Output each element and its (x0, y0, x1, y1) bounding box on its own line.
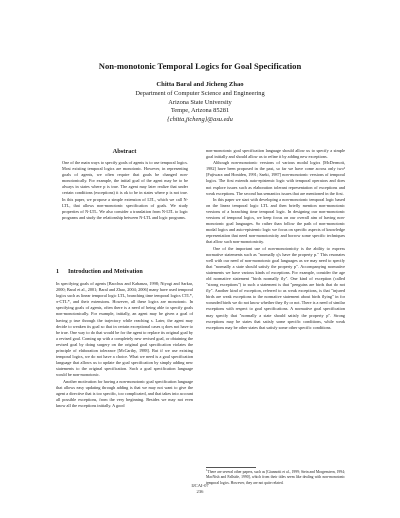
affiliation-university: Arizona State University (168, 98, 232, 106)
paper-title: Non-monotonic Temporal Logics for Goal Specification (98, 61, 302, 71)
footnote-divider (206, 467, 256, 468)
paragraph: Another motivation for having a non-monotonic goal specification language that allows easy updating through adding is that we may not want to give the agent a directive that is too specific, too complicated, and that takes into account all possible exceptions, from the very beginning. Besides we may not even know all the exceptions initially. A good (56, 378, 194, 408)
paragraph: In this paper we start with developing a non-monotonic temporal logic based on the linear temporal logic LTL and then briefly mention non-monotonic versions of a branching time temporal logic. In designing our non-monotonic versions of temporal logics, we keep focus on our overall aim of having non-monotonic goal languages. So rather than follow the path of non-monotonic modal logics and auto-epistemic logic we focus on specific aspects of knowledge representation that need non-monotonicity and borrow some specific techniques that allow such non-monotonicity. (206, 196, 345, 245)
left-column-body (56, 281, 193, 409)
affiliation-city: Tempe, Arizona 85281 (170, 107, 230, 115)
paragraph: Although non-monotonic versions of various modal logics [McDermott, 1982] have been proposed in the past, so far we have come across only two¹ [Fujiwara and Honiden, 1991; Saeki, 1987] non-monotonic versions of temporal logics. The first extends auto-epistemic logic with temporal operators and does not explore issues such as elaboration tolerant representation of exceptions and weak exceptions. The second has semantics issues that are mentioned in the first. (206, 160, 345, 196)
paragraph: In specifying goals of agents [Bacchus and Kabanza, 1998; Niyogi and Sarkar, 2000; Baral et al., 2001; Baral and Zhao, 2004; 2006] many have used temporal logics such as linear temporal logic LTL, branching time temporal logics CTL*, π-CTL*, and their extensions. However, all these logics are monotonic. In specifying goals of agents, often there is a need of being able to specify goals non-monotonically. For example, initially, an agent may be given a goal of having p true through the trajectory while reaching s. Later, the agent may decide to weaken its goal so that in certain exceptional cases q does not have to be true. One way to do that would be for the agent to replace its original goal by a revised goal. Coming up with a completely new revised goal, or obtaining the revised goal by doing surgery on the original goal specification violates the principle of elaboration tolerance [McCarthy, 1988]. But if we use existing temporal logics, we do not have a choice. What we need is a goal specification language that allows us to update the goal specification by simply adding new statements to the original specification. Such a goal specification language would be non-monotonic. (56, 281, 193, 378)
page-footer (0, 483, 400, 495)
paragraph: One of the important use of non-monotonicity is the ability to express normative statements such as "normally q's have the property p." This resonates well with our need of non-monotonic goal languages as we may need to specify that "normally a state should satisfy the property p". Accompanying normative statements we have various kinds of exceptions. For example, consider the age old normative statement "birds normally fly". One kind of exception (called "strong exceptions") to such a statement is that "penguins are birds that do not fly". Another kind of exception, referred to as weak exceptions, is that "injured birds are weak exceptions to the normative statement about birds flying" in for wounded birds we do not know whether they fly or not. There is a need of similar exceptions with respect to goal specifications. A normative goal specification may specify that "normally a state should satisfy the property p". Strong exceptions may be states that satisfy some specific conditions, while weak exceptions may be other states that satisfy some other specific conditions. (206, 245, 345, 330)
venue-label: IJCAI-07 (191, 483, 209, 488)
abstract-heading: Abstract (112, 148, 137, 155)
footnote-mark: 1 (206, 468, 208, 472)
section-number: 1 (56, 269, 60, 275)
paper-authors: Chitta Baral and Jicheng Zhao (156, 81, 244, 88)
affiliation-department: Department of Computer Science and Engineering (135, 90, 265, 97)
abstract-text: One of the main ways to specify goals of agents is to use temporal logics. Most existing temporal logics are monotonic. However, in representing goals of agents, we often require that goals be changed non-monotonically. For example, the initial goal of the agent may be to be always in states where p is true. The agent may later realize that under certain conditions (exceptions) it is ok to be in states where p is not true. In this paper, we propose a simple extension of LTL, which we call N-LTL, that allows non-monotonic specification of goals. We study properties of N-LTL. We also consider a translation from N-LTL to logic programs and study the relationship between N-LTL and logic programs. (62, 160, 188, 220)
author-affiliation (0, 90, 400, 125)
section-heading (56, 268, 193, 276)
section-title: Introduction and Motivation (68, 269, 143, 275)
right-column-body (206, 148, 345, 331)
footnote-text: There are several other papers, such as [Giunnotti et al., 1999; Stein and Morgenstern, 1994; MacNish and Fallside, 1990], which from their titles seem like dealing with non-monotonic temporal logics. However, they are not quite related. (206, 470, 345, 485)
page-number: 236 (196, 488, 204, 494)
affiliation-email: {chitta,jicheng}@asu.edu (167, 116, 233, 124)
paragraph: non-monotonic goal specification language should allow us to specify a simple goal initially and should allow us to refine it by adding new exceptions. (206, 148, 345, 160)
